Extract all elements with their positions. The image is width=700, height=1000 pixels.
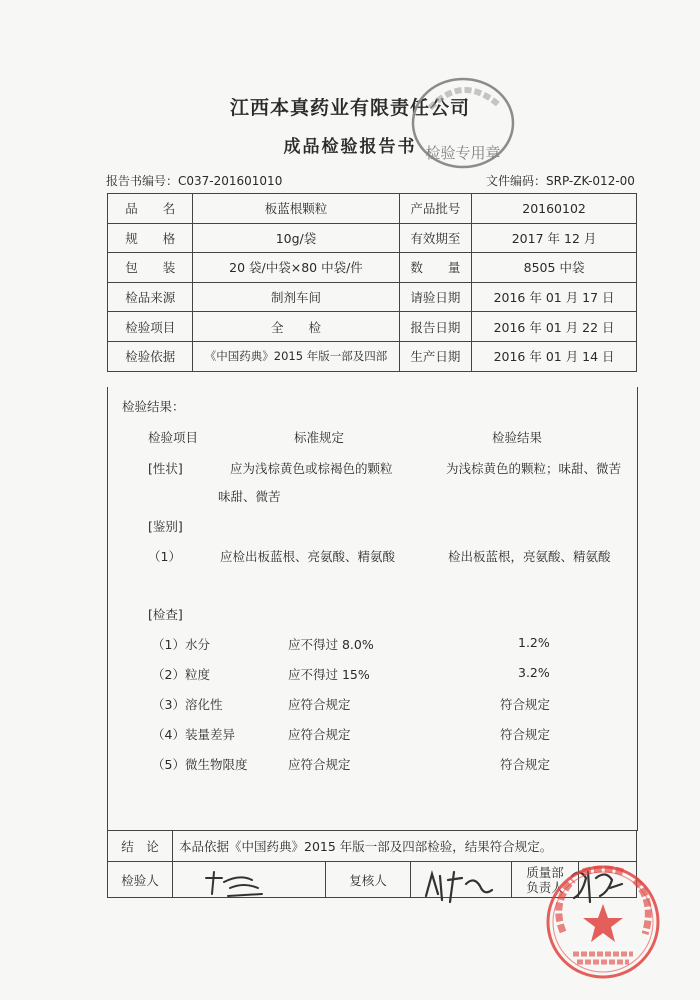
reviewer-label: 复核人 [326,862,411,898]
col-item-header: 检验项目 [148,430,199,445]
check-section-label: [检查] [148,607,183,622]
info-value: 2016 年 01 月 22 日 [472,312,637,342]
trait-section-label: [性状] [148,461,183,476]
check-item: （4）装量差异 [152,727,235,742]
info-label: 包 装 [108,253,193,283]
check-standard: 应符合规定 [288,727,351,742]
info-row [108,223,637,253]
trait-result: 为浅棕黄色的颗粒；味甜、微苦 [446,461,622,476]
trait-standard: 应为浅棕黄色或棕褐色的颗粒 [230,461,393,476]
info-row [108,253,637,283]
check-item: （3）溶化性 [152,697,223,712]
info-value: 制剂车间 [193,282,399,312]
ident-result: 检出板蓝根，亮氨酸、精氨酸 [448,549,611,564]
inspector-label: 检验人 [108,862,173,898]
ident-section-label: [鉴别] [148,519,183,534]
check-item: （5）微生物限度 [152,757,248,772]
check-result: 3.2% [518,665,550,680]
info-label: 报告日期 [399,312,472,342]
qa-label-line2: 负责人 [526,879,564,895]
ident-number: （1） [148,549,181,564]
info-label: 检品来源 [108,282,193,312]
report-number: 报告书编号：C037-201601010 [106,174,283,188]
info-label: 产品批号 [399,194,472,224]
seal-text: 检验专用章 [425,144,501,162]
report-title: 成品检验报告书 [283,137,417,157]
info-label: 有效期至 [399,223,472,253]
info-value: 板蓝根颗粒 [193,194,399,224]
info-label: 检验项目 [108,312,193,342]
quality-stamp [543,862,663,982]
company-name: 江西本真药业有限责任公司 [229,97,470,119]
info-row [108,282,637,312]
check-result: 1.2% [518,635,550,650]
col-standard-header: 标准规定 [294,430,345,445]
col-result-header: 检验结果 [492,430,543,445]
ident-standard: 应检出板蓝根、亮氨酸、精氨酸 [220,549,396,564]
check-item: （1）水分 [152,637,210,652]
info-row [108,194,637,224]
info-label: 品 名 [108,194,193,224]
info-row [108,312,637,342]
info-value: 10g/袋 [193,223,399,253]
info-label: 请验日期 [399,282,472,312]
info-value: 2016 年 01 月 14 日 [472,341,637,371]
conclusion-text: 本品依据《中国药典》2015 年版一部及四部检验，结果符合规定。 [173,831,637,862]
info-row [108,341,637,371]
file-number: 文件编码：SRP-ZK-012-00 [486,174,635,188]
inspector-signature [200,868,270,902]
product-info-table [107,193,637,372]
conclusion-label: 结 论 [108,831,173,862]
check-result: 符合规定 [500,757,551,772]
reviewer-signature [418,866,498,906]
check-standard: 应符合规定 [288,757,351,772]
info-label: 数 量 [399,253,472,283]
trait-standard-continued: 味甜、微苦 [218,489,281,504]
info-value: 20160102 [472,194,637,224]
check-standard: 应不得过 15% [288,667,370,682]
info-value: 8505 中袋 [472,253,637,283]
check-result: 符合规定 [500,727,551,742]
check-result: 符合规定 [500,697,551,712]
check-item: （2）粒度 [152,667,210,682]
info-value: 2016 年 01 月 17 日 [472,282,637,312]
inspection-seal [408,68,518,178]
info-label: 检验依据 [108,341,193,371]
check-standard: 应不得过 8.0% [288,637,374,652]
conclusion-row [108,831,637,862]
info-value: 20 袋/中袋×80 中袋/件 [193,253,399,283]
info-value: 2017 年 12 月 [472,223,637,253]
info-value: 全 检 [193,312,399,342]
results-section [107,387,638,831]
check-standard: 应符合规定 [288,697,351,712]
qa-label-line1: 质量部 [526,864,564,880]
info-value: 《中国药典》2015 年版一部及四部 [193,341,399,371]
info-label: 生产日期 [399,341,472,371]
results-heading: 检验结果： [122,399,185,414]
info-label: 规 格 [108,223,193,253]
